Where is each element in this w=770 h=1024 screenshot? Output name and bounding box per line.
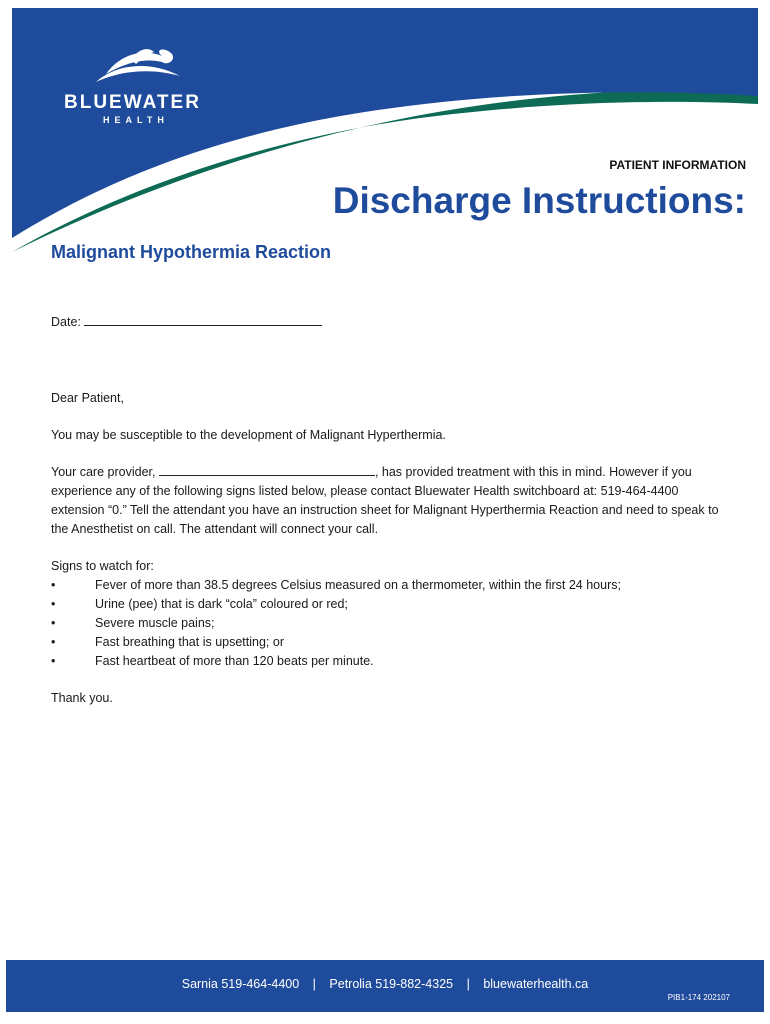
sign-text: Severe muscle pains; [95, 616, 215, 630]
document-body [51, 313, 731, 726]
signs-list [51, 576, 731, 671]
bullet-icon: • [51, 616, 56, 630]
list-item [51, 576, 731, 595]
list-item [51, 614, 731, 633]
provider-prefix: Your care provider, [51, 465, 156, 479]
petrolia-phone: Petrolia 519-882-4325 [329, 977, 454, 991]
footer-contacts [6, 977, 764, 991]
form-code: PIB1-174 202107 [667, 993, 730, 1002]
list-item [51, 652, 731, 671]
date-label: Date: [51, 315, 81, 329]
brand-name: BLUEWATER [64, 92, 201, 113]
signs-heading: Signs to watch for: [51, 559, 154, 573]
sign-text: Urine (pee) that is dark “cola” coloured or red; [95, 597, 348, 611]
list-item [51, 633, 731, 652]
list-item [51, 595, 731, 614]
sign-text: Fast breathing that is upsetting; or [95, 635, 284, 649]
brand-subname: HEALTH [103, 115, 169, 125]
bullet-icon: • [51, 654, 56, 668]
footer-separator: | [466, 977, 470, 991]
intro-paragraph: You may be susceptible to the development of Malignant Hyperthermia. [51, 428, 446, 442]
section-label: PATIENT INFORMATION [609, 158, 746, 172]
page-subtitle: Malignant Hypothermia Reaction [51, 242, 332, 262]
bullet-icon: • [51, 597, 56, 611]
date-blank-line[interactable] [84, 313, 322, 326]
website-link[interactable]: bluewaterhealth.ca [483, 977, 589, 991]
sign-text: Fast heartbeat of more than 120 beats per minute. [95, 654, 374, 668]
date-row [51, 313, 731, 332]
page-title: Discharge Instructions: [332, 180, 746, 221]
bullet-icon: • [51, 578, 56, 592]
sarnia-phone: Sarnia 519-464-4400 [181, 977, 300, 991]
greeting: Dear Patient, [51, 391, 124, 405]
leaf-icon [92, 46, 184, 92]
sign-text: Fever of more than 38.5 degrees Celsius measured on a thermometer, within the first 24 hours; [95, 578, 621, 592]
footer-bar [6, 960, 764, 1012]
provider-suffix: , has provided treatment with this in mind. However if you experience any of the following signs listed below, please contact Bluewater Health switchboard at: 519-464-4400 extension “0.” Tell the attendant you have an instruction sheet for Malignant Hyperthermia Reaction and need to speak to the Anesthetist on call. The attendant will connect your call. [51, 465, 719, 536]
provider-blank-line[interactable] [159, 463, 375, 476]
footer-separator: | [312, 977, 316, 991]
bullet-icon: • [51, 635, 56, 649]
provider-paragraph [51, 463, 731, 539]
closing: Thank you. [51, 691, 113, 705]
